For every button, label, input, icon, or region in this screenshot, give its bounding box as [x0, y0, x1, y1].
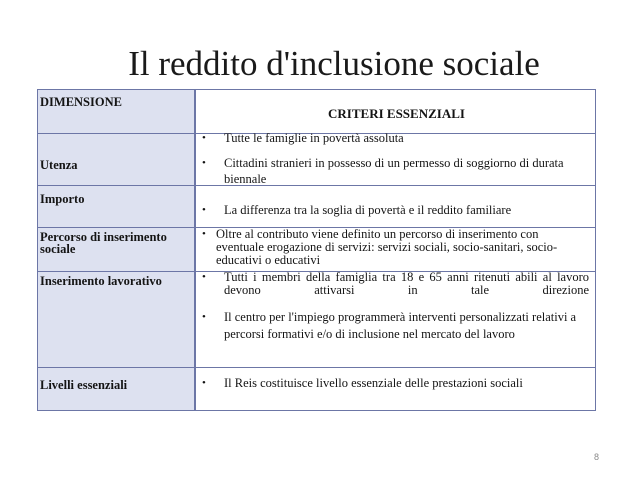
- header-criteria: CRITERI ESSENZIALI: [328, 106, 465, 121]
- criteria-table: [37, 89, 596, 411]
- criteria-item: • Oltre al contributo viene definito un percorso di inserimento con eventuale erogazione di servizi: servizi sociali, socio-sanitari, socio-educativi o educativi: [202, 227, 558, 267]
- table-row: [38, 367, 595, 412]
- bullet-icon: •: [202, 271, 206, 283]
- row-label-importo: Importo: [40, 192, 85, 206]
- slide-title: Il reddito d'inclusione sociale: [128, 44, 540, 83]
- row-label-utenza: Utenza: [40, 158, 78, 172]
- bullet-icon: •: [202, 157, 206, 169]
- table-row: [38, 227, 595, 271]
- row-label-livelli-essenziali: Livelli essenziali: [40, 378, 128, 392]
- row-label-inserimento-lavorativo: Inserimento lavorativo: [40, 274, 162, 288]
- table-header-row: [38, 90, 595, 133]
- bullet-icon: •: [202, 228, 206, 240]
- header-dimension: DIMENSIONE: [40, 95, 122, 109]
- table-row: [38, 133, 595, 185]
- criteria-item: • Tutte le famiglie in povertà assoluta: [202, 131, 404, 145]
- table-row: [38, 271, 595, 367]
- criteria-item: • La differenza tra la soglia di povertà e il reddito familiare: [202, 203, 512, 217]
- bullet-icon: •: [202, 132, 206, 144]
- criteria-item: • Il centro per l'impiego programmerà interventi personalizzati relativi a percorsi formativi e/o di inclusione nel mercato del lavoro: [202, 310, 577, 341]
- criteria-item: • Cittadini stranieri in possesso di un permesso di soggiorno di durata biennale: [202, 156, 564, 186]
- bullet-icon: •: [202, 204, 206, 216]
- criteria-item: • Tutti i membri della famiglia tra 18 e 65 anni ritenuti abili al lavoro devono attivarsi in tale direzione: [202, 270, 589, 297]
- criteria-item: • Il Reis costituisce livello essenziale delle prestazioni sociali: [202, 376, 523, 390]
- row-label-percorso: Percorso di inserimento sociale: [40, 230, 167, 256]
- bullet-icon: •: [202, 377, 206, 389]
- page-number: 8: [594, 452, 600, 462]
- table-row: [38, 185, 595, 227]
- bullet-icon: •: [202, 311, 206, 323]
